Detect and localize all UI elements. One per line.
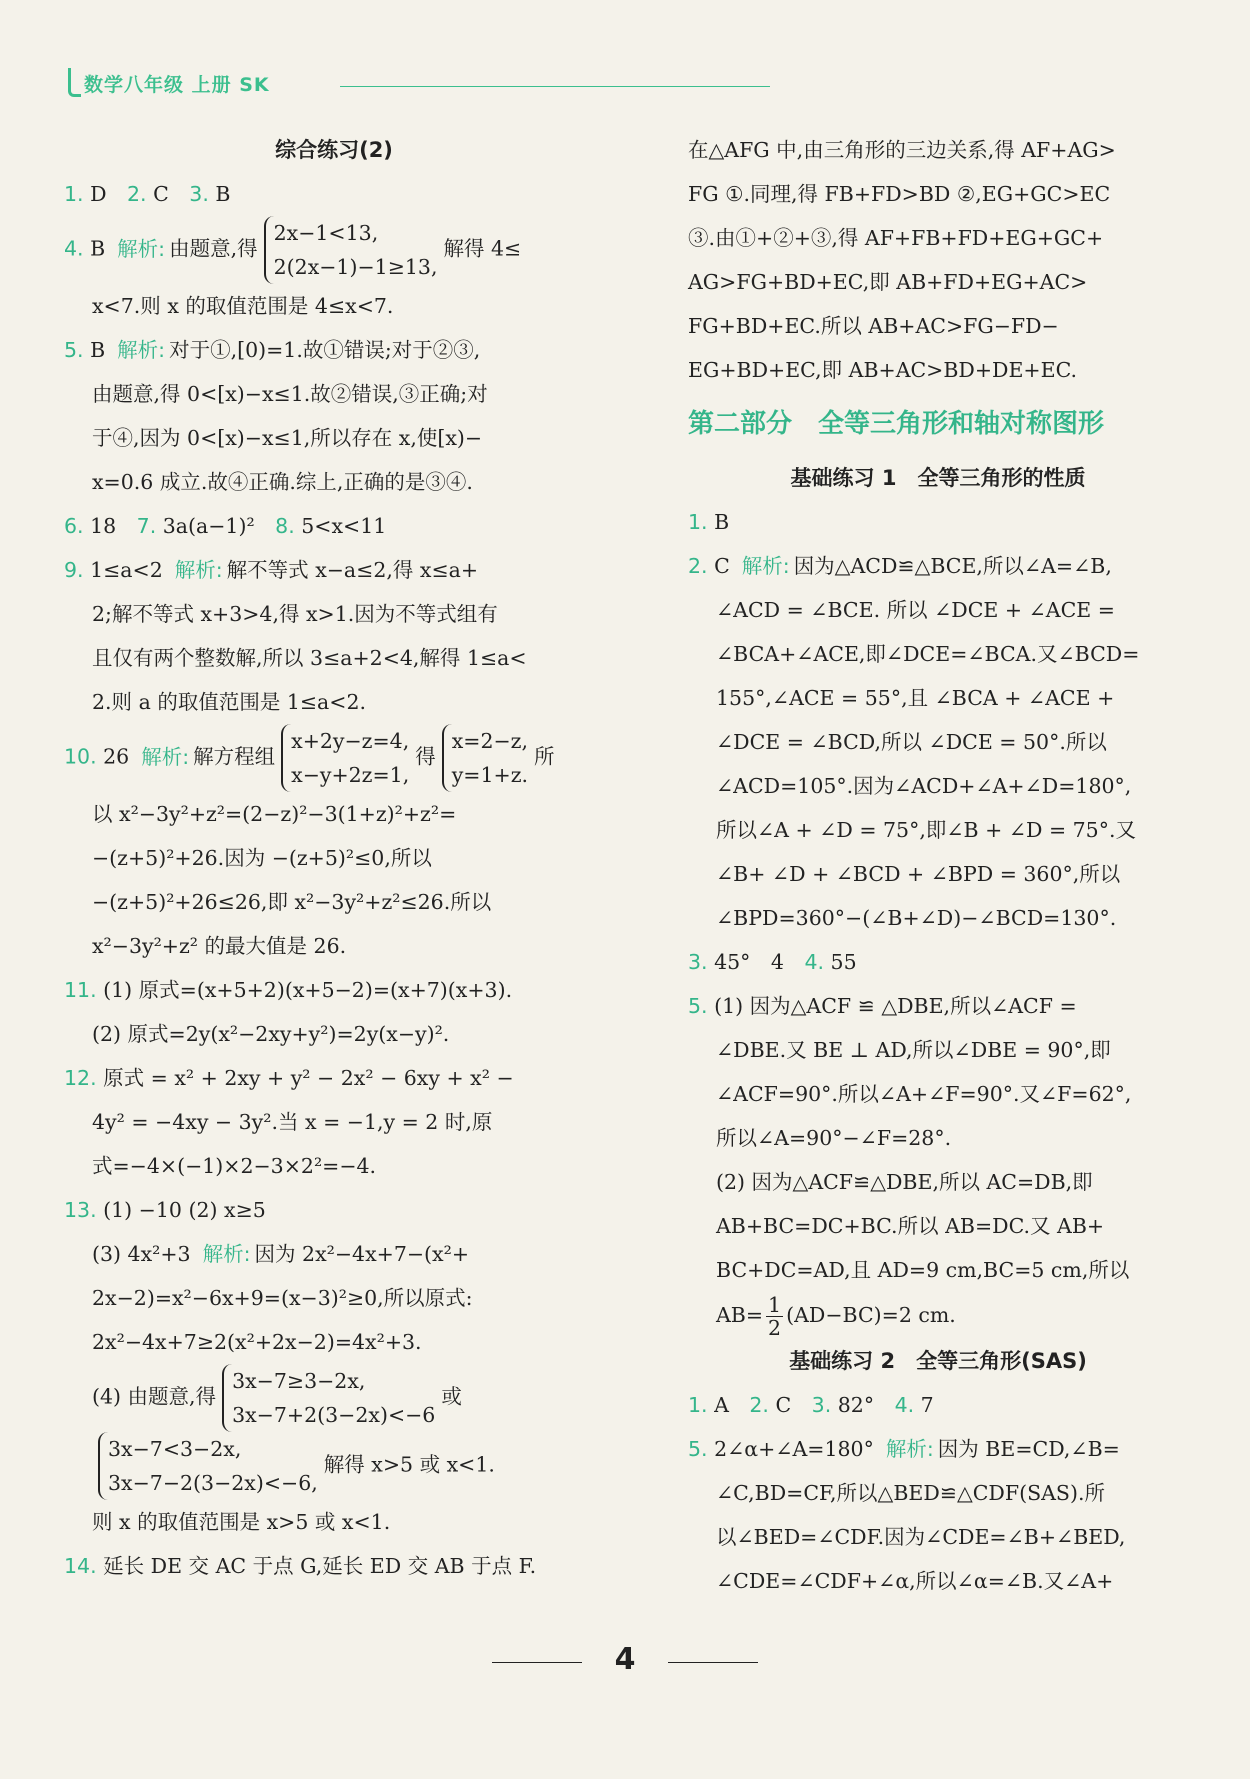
answer: C — [146, 182, 169, 206]
analysis-label: 解析: — [117, 236, 166, 261]
text-line: ∠DCE = ∠BCD,所以 ∠DCE = 50°.所以 — [716, 730, 1107, 754]
item-number: 5. — [64, 338, 84, 362]
section-title: 基础练习 2 全等三角形(SAS) — [789, 1349, 1087, 1373]
text-line: ∠ACD = ∠BCE. 所以 ∠DCE + ∠ACE = — [716, 598, 1115, 622]
item-number: 4. — [894, 1393, 915, 1417]
item-number: 3. — [811, 1393, 832, 1417]
page-number-rule-left — [492, 1662, 582, 1663]
item-number: 4. — [804, 950, 825, 974]
equation-line: y=1+z. — [451, 763, 529, 787]
answer-line — [64, 968, 604, 1012]
answer: B — [208, 182, 231, 206]
item-number: 1. — [64, 182, 84, 206]
explanation: (1) 因为△ACF ≌ △DBE,所以∠ACF = — [707, 994, 1077, 1018]
explanation: (4) 由题意,得 — [92, 1384, 217, 1409]
text-line: 以∠BED=∠CDF.因为∠CDE=∠B+∠BED, — [716, 1525, 1126, 1549]
text-line: EG+BD+EC,即 AB+AC>BD+DE+EC. — [688, 358, 1078, 382]
explanation: (AD−BC)=2 cm. — [786, 1303, 956, 1327]
header-title: 数学八年级 上册 SK — [84, 74, 270, 96]
explanation: 得 — [415, 744, 436, 769]
text-line: 2x²−4x+7≥2(x²+2x−2)=4x²+3. — [92, 1330, 422, 1354]
analysis-label: 解析: — [174, 558, 223, 582]
item-number: 3. — [189, 182, 209, 206]
answer: C — [768, 1393, 792, 1417]
text-line: x=0.6 成立.故④正确.综上,正确的是③④. — [92, 470, 473, 494]
answer: 2∠α+∠A=180° — [707, 1437, 874, 1461]
item-number: 13. — [64, 1198, 97, 1222]
text-line: AG>FG+BD+EC,即 AB+FD+EG+AC> — [688, 270, 1088, 294]
answer-line — [64, 328, 604, 372]
answer: 3a(a−1)² — [156, 514, 255, 538]
answer-line — [688, 500, 1188, 544]
answer: C — [707, 554, 730, 578]
answer-line — [64, 172, 604, 216]
fraction — [766, 1294, 783, 1339]
text-line: 所以∠A + ∠D = 75°,即∠B + ∠D = 75°.又 — [716, 818, 1136, 842]
answer: 7 — [914, 1393, 934, 1417]
text-line: 且仅有两个整数解,所以 3≤a+2<4,解得 1≤a< — [92, 646, 527, 670]
equation-line: x+2y−z=4, — [291, 729, 410, 753]
item-number: 2. — [127, 182, 147, 206]
text-line: AB+BC=DC+BC.所以 AB=DC.又 AB+ — [716, 1214, 1105, 1238]
analysis-label: 解析: — [117, 338, 166, 362]
answer-line — [64, 216, 604, 284]
answer: B — [83, 236, 106, 261]
answer: 55 — [824, 950, 857, 974]
text-line: 2.则 a 的取值范围是 1≤a<2. — [92, 690, 367, 714]
explanation: 延长 DE 交 AC 于点 G,延长 ED 交 AB 于点 F. — [96, 1554, 537, 1578]
text-line: x<7.则 x 的取值范围是 4≤x<7. — [92, 294, 394, 318]
equation-line: 3x−7<3−2x, — [108, 1437, 242, 1461]
system-line — [64, 1364, 604, 1432]
equation-line: 3x−7≥3−2x, — [232, 1369, 366, 1393]
text-line: ∠B+ ∠D + ∠BCD + ∠BPD = 360°,所以 — [716, 862, 1121, 886]
answer: A — [707, 1393, 729, 1417]
explanation: 解得 x>5 或 x<1. — [323, 1452, 495, 1477]
equation-line: 2x−1<13, — [273, 221, 379, 245]
item-number: 12. — [64, 1066, 97, 1090]
item-number: 2. — [749, 1393, 769, 1417]
text-line: ∠C,BD=CF,所以△BED≌△CDF(SAS).所 — [716, 1481, 1105, 1505]
equation-system — [222, 1364, 435, 1432]
answer-line — [64, 1056, 604, 1100]
denominator: 2 — [768, 1316, 782, 1340]
item-number: 4. — [64, 236, 84, 261]
equation-line: x=2−z, — [451, 729, 528, 753]
analysis-label: 解析: — [202, 1242, 251, 1266]
item-number: 14. — [64, 1554, 97, 1578]
answer-line — [64, 724, 604, 792]
text-line: 于④,因为 0<[x)−x≤1,所以存在 x,使[x)− — [92, 426, 483, 450]
item-number: 10. — [64, 744, 97, 769]
analysis-label: 解析: — [141, 744, 190, 769]
equation-system — [98, 1432, 318, 1500]
text-line: ∠BCA+∠ACE,即∠DCE=∠BCA.又∠BCD= — [716, 642, 1140, 666]
text-line: (2) 原式=2y(x²−2xy+y²)=2y(x−y)². — [92, 1022, 450, 1046]
text-line: 在△AFG 中,由三角形的三边关系,得 AF+AG> — [688, 138, 1116, 162]
text-line: 4y² = −4xy − 3y².当 x = −1,y = 2 时,原 — [92, 1110, 493, 1134]
answer: B — [707, 510, 730, 534]
item-number: 3. — [688, 950, 708, 974]
text-line: −(z+5)²+26.因为 −(z+5)²≤0,所以 — [92, 846, 432, 870]
answer-line — [64, 504, 604, 548]
text-line: 2;解不等式 x+3>4,得 x>1.因为不等式组有 — [92, 602, 498, 626]
explanation: 解方程组 — [193, 744, 276, 769]
item-number: 5. — [688, 994, 708, 1018]
numerator: 1 — [768, 1293, 782, 1317]
explanation: 所 — [534, 744, 555, 769]
answer: 82° — [831, 1393, 875, 1417]
answer-line — [64, 548, 604, 592]
explanation: (1) −10 (2) x≥5 — [96, 1198, 266, 1222]
equation-line: 2(2x−1)−1≥13, — [273, 255, 438, 279]
item-number: 8. — [275, 514, 295, 538]
answer: B — [83, 338, 106, 362]
explanation: 解得 4≤ — [443, 236, 522, 261]
answer-line — [64, 1544, 604, 1588]
page-number-rule-right — [668, 1662, 758, 1663]
answer-line — [688, 940, 1188, 984]
explanation: 因为 BE=CD,∠B= — [937, 1437, 1120, 1461]
answer: (3) 4x²+3 — [92, 1242, 191, 1266]
explanation: 解不等式 x−a≤2,得 x≤a+ — [226, 558, 479, 582]
answer: 26 — [96, 744, 130, 769]
answer-line — [64, 1232, 604, 1276]
analysis-label: 解析: — [741, 554, 790, 578]
header-bracket-icon — [68, 68, 81, 97]
equation-system — [442, 724, 528, 792]
answer-line — [688, 544, 1188, 588]
text-line: ∠DBE.又 BE ⊥ AD,所以∠DBE = 90°,即 — [716, 1038, 1111, 1062]
text-line: 则 x 的取值范围是 x>5 或 x<1. — [92, 1510, 391, 1534]
text-line: x²−3y²+z² 的最大值是 26. — [92, 934, 347, 958]
part-title: 第二部分 全等三角形和轴对称图形 — [688, 409, 1105, 439]
answer-line — [688, 1383, 1188, 1427]
item-number: 11. — [64, 978, 97, 1002]
answer: 18 — [83, 514, 117, 538]
text-line: FG ①.同理,得 FB+FD>BD ②,EG+GC>EC — [688, 182, 1111, 206]
system-line — [64, 1432, 604, 1500]
text-line: 以 x²−3y²+z²=(2−z)²−3(1+z)²+z²= — [92, 802, 457, 826]
item-number: 1. — [688, 510, 708, 534]
equation-system — [264, 216, 438, 284]
right-column — [688, 128, 1188, 1603]
item-number: 7. — [136, 514, 157, 538]
answer-line — [688, 984, 1188, 1028]
text-line: 2x−2)=x²−6x+9=(x−3)²≥0,所以原式: — [92, 1286, 473, 1310]
fraction-line — [688, 1292, 1188, 1339]
answer: D — [83, 182, 107, 206]
explanation: 或 — [441, 1384, 462, 1409]
text-line: 由题意,得 0<[x)−x≤1.故②错误,③正确;对 — [92, 382, 488, 406]
item-number: 2. — [688, 554, 708, 578]
text-line: ③.由①+②+③,得 AF+FB+FD+EG+GC+ — [688, 226, 1104, 250]
answer-line — [64, 1188, 604, 1232]
text-line: ∠ACF=90°.所以∠A+∠F=90°.又∠F=62°, — [716, 1082, 1132, 1106]
text-line: ∠BPD=360°−(∠B+∠D)−∠BCD=130°. — [716, 906, 1117, 930]
equation-line: 3x−7+2(3−2x)<−6 — [232, 1403, 436, 1427]
explanation: 因为△ACD≌△BCE,所以∠A=∠B, — [793, 554, 1112, 578]
equation-line: x−y+2z=1, — [291, 763, 410, 787]
text-line: (2) 因为△ACF≌△DBE,所以 AC=DB,即 — [716, 1170, 1093, 1194]
text-line: ∠CDE=∠CDF+∠α,所以∠α=∠B.又∠A+ — [716, 1569, 1114, 1593]
item-number: 9. — [64, 558, 84, 582]
explanation: 由题意,得 — [169, 236, 258, 261]
text-line: FG+BD+EC.所以 AB+AC>FG−FD− — [688, 314, 1059, 338]
answer: 45° 4 — [707, 950, 784, 974]
page-number: 4 — [614, 1642, 636, 1677]
text-line: 155°,∠ACE = 55°,且 ∠BCA + ∠ACE + — [716, 686, 1115, 710]
answer: 5<x<11 — [294, 514, 387, 538]
explanation: 原式 = x² + 2xy + y² − 2x² − 6xy + x² − — [96, 1066, 514, 1090]
text-line: BC+DC=AD,且 AD=9 cm,BC=5 cm,所以 — [716, 1258, 1130, 1282]
explanation: 因为 2x²−4x+7−(x²+ — [254, 1242, 470, 1266]
text-line: 式=−4×(−1)×2−3×2²=−4. — [92, 1154, 377, 1178]
section-title: 综合练习(2) — [275, 138, 393, 162]
answer: 1≤a<2 — [83, 558, 163, 582]
item-number: 1. — [688, 1393, 708, 1417]
left-column — [64, 128, 604, 1588]
analysis-label: 解析: — [885, 1437, 934, 1461]
equation-system — [281, 724, 409, 792]
item-number: 6. — [64, 514, 84, 538]
text-line: 所以∠A=90°−∠F=28°. — [716, 1126, 952, 1150]
answer-line — [688, 1427, 1188, 1471]
explanation: AB= — [716, 1303, 764, 1327]
header-rule — [340, 86, 770, 87]
text-line: ∠ACD=105°.因为∠ACD+∠A+∠D=180°, — [716, 774, 1132, 798]
explanation: (1) 原式=(x+5+2)(x+5−2)=(x+7)(x+3). — [96, 978, 513, 1002]
item-number: 5. — [688, 1437, 708, 1461]
explanation: 对于①,[0)=1.故①错误;对于②③, — [169, 338, 481, 362]
equation-line: 3x−7−2(3−2x)<−6, — [108, 1471, 318, 1495]
section-title: 基础练习 1 全等三角形的性质 — [790, 466, 1086, 490]
text-line: −(z+5)²+26≤26,即 x²−3y²+z²≤26.所以 — [92, 890, 492, 914]
